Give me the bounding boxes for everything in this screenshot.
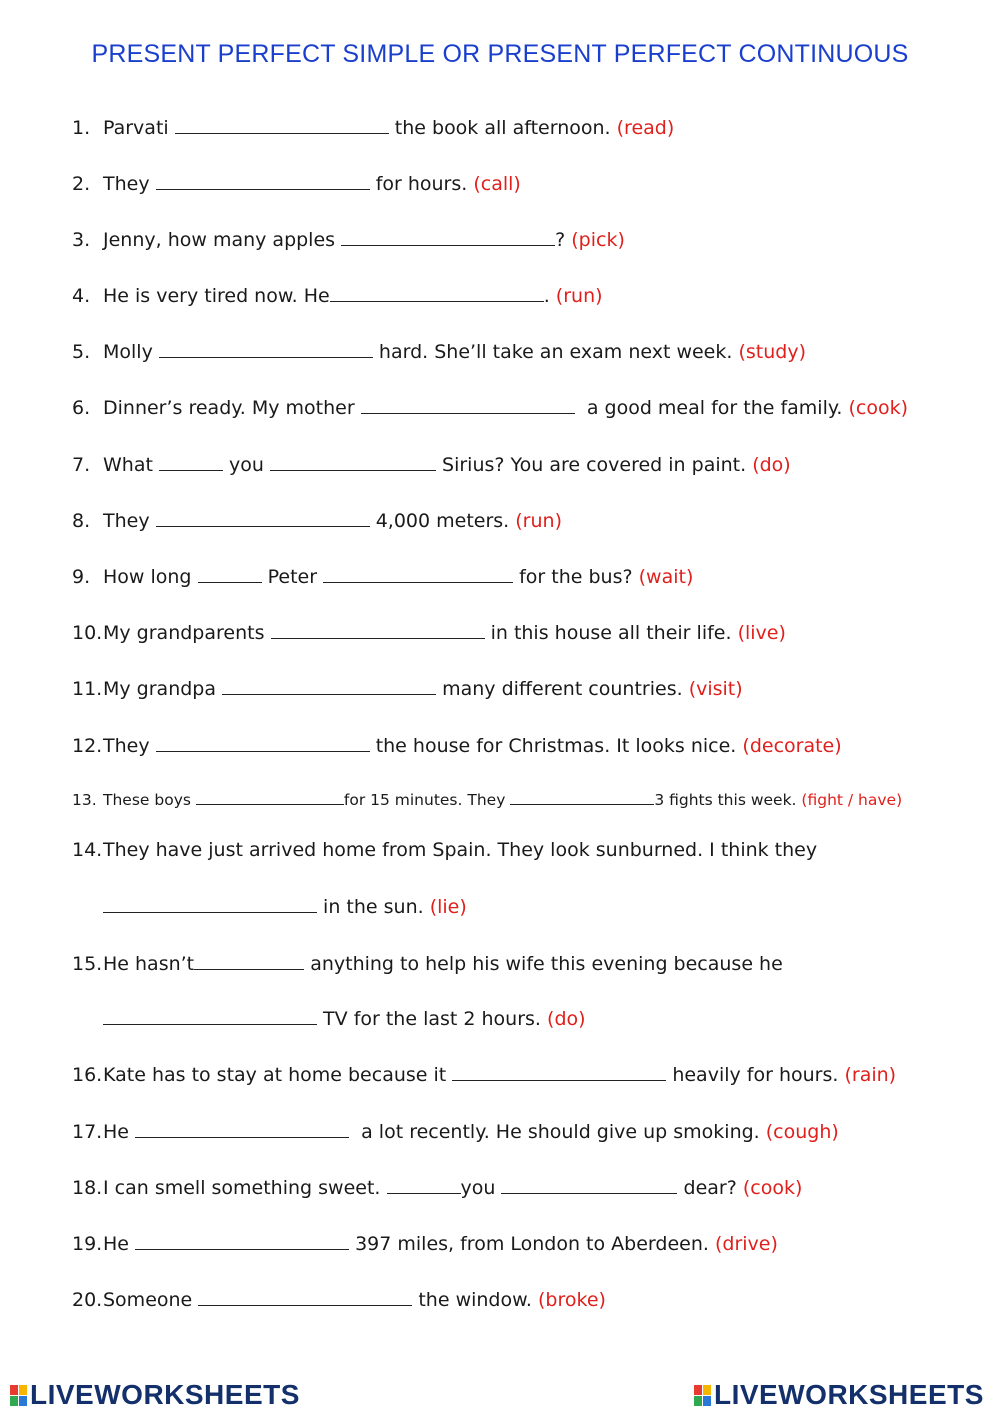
answer-blank[interactable] <box>361 395 575 414</box>
answer-blank[interactable] <box>156 508 370 527</box>
answer-blank[interactable] <box>194 951 304 970</box>
answer-blank[interactable] <box>159 339 373 358</box>
question-9: 9. How long Peter for the bus? (wait) <box>72 566 694 588</box>
question-7: 7. What you Sirius? You are covered in paint. (do) <box>72 454 791 476</box>
answer-blank[interactable] <box>222 676 436 695</box>
question-12: 12.They the house for Christmas. It looks nice. (decorate) <box>72 735 842 757</box>
question-15-continued: TV for the last 2 hours. (do) <box>103 1006 586 1031</box>
answer-blank[interactable] <box>103 894 317 913</box>
question-17: 17.He a lot recently. He should give up smoking. (cough) <box>72 1121 839 1143</box>
question-3: 3. Jenny, how many apples ? (pick) <box>72 229 625 251</box>
answer-blank[interactable] <box>323 564 513 583</box>
answer-blank[interactable] <box>156 171 370 190</box>
liveworksheets-mark-icon <box>10 1385 27 1406</box>
question-18: 18.I can smell something sweet. you dear? (cook) <box>72 1177 803 1199</box>
page-title: PRESENT PERFECT SIMPLE OR PRESENT PERFECT CONTINUOUS <box>91 40 909 68</box>
question-1: 1. Parvati the book all afternoon. (read) <box>72 117 675 139</box>
liveworksheets-logo-right <box>694 1378 984 1412</box>
question-2: 2. They for hours. (call) <box>72 173 521 195</box>
question-10: 10.My grandparents in this house all their life. (live) <box>72 622 786 644</box>
answer-blank[interactable] <box>271 620 485 639</box>
answer-blank[interactable] <box>270 452 436 471</box>
answer-blank[interactable] <box>198 1287 412 1306</box>
answer-blank[interactable] <box>159 452 223 471</box>
question-14: 14.They have just arrived home from Spain. They look sunburned. I think they <box>72 839 818 861</box>
liveworksheets-mark-icon <box>694 1385 711 1406</box>
question-5: 5. Molly hard. She’ll take an exam next week. (study) <box>72 341 806 363</box>
question-6: 6. Dinner’s ready. My mother a good meal for the family. (cook) <box>72 397 909 419</box>
answer-blank[interactable] <box>196 790 344 805</box>
brand-name: LIVEWORKSHEETS <box>30 1379 300 1410</box>
answer-blank[interactable] <box>501 1175 677 1194</box>
question-16: 16.Kate has to stay at home because it heavily for hours. (rain) <box>72 1064 897 1086</box>
answer-blank[interactable] <box>330 283 544 302</box>
question-20: 20.Someone the window. (broke) <box>72 1289 606 1311</box>
question-11: 11.My grandpa many different countries. (visit) <box>72 678 743 700</box>
question-19: 19.He 397 miles, from London to Aberdeen. (drive) <box>72 1233 778 1255</box>
answer-blank[interactable] <box>175 115 389 134</box>
question-13: 13. These boys for 15 minutes. They 3 fights this week. (fight / have) <box>72 791 903 809</box>
question-14-continued: in the sun. (lie) <box>103 894 467 919</box>
question-15: 15.He hasn’t anything to help his wife this evening because he <box>72 953 783 975</box>
answer-blank[interactable] <box>387 1175 461 1194</box>
answer-blank[interactable] <box>510 790 654 805</box>
answer-blank[interactable] <box>103 1006 317 1025</box>
brand-name: LIVEWORKSHEETS <box>714 1379 984 1410</box>
answer-blank[interactable] <box>135 1231 349 1250</box>
answer-blank[interactable] <box>135 1119 349 1138</box>
answer-blank[interactable] <box>198 564 262 583</box>
question-8: 8. They 4,000 meters. (run) <box>72 510 562 532</box>
liveworksheets-logo-left <box>10 1378 300 1412</box>
answer-blank[interactable] <box>156 733 370 752</box>
answer-blank[interactable] <box>341 227 555 246</box>
answer-blank[interactable] <box>452 1062 666 1081</box>
question-4: 4. He is very tired now. He . (run) <box>72 285 603 307</box>
